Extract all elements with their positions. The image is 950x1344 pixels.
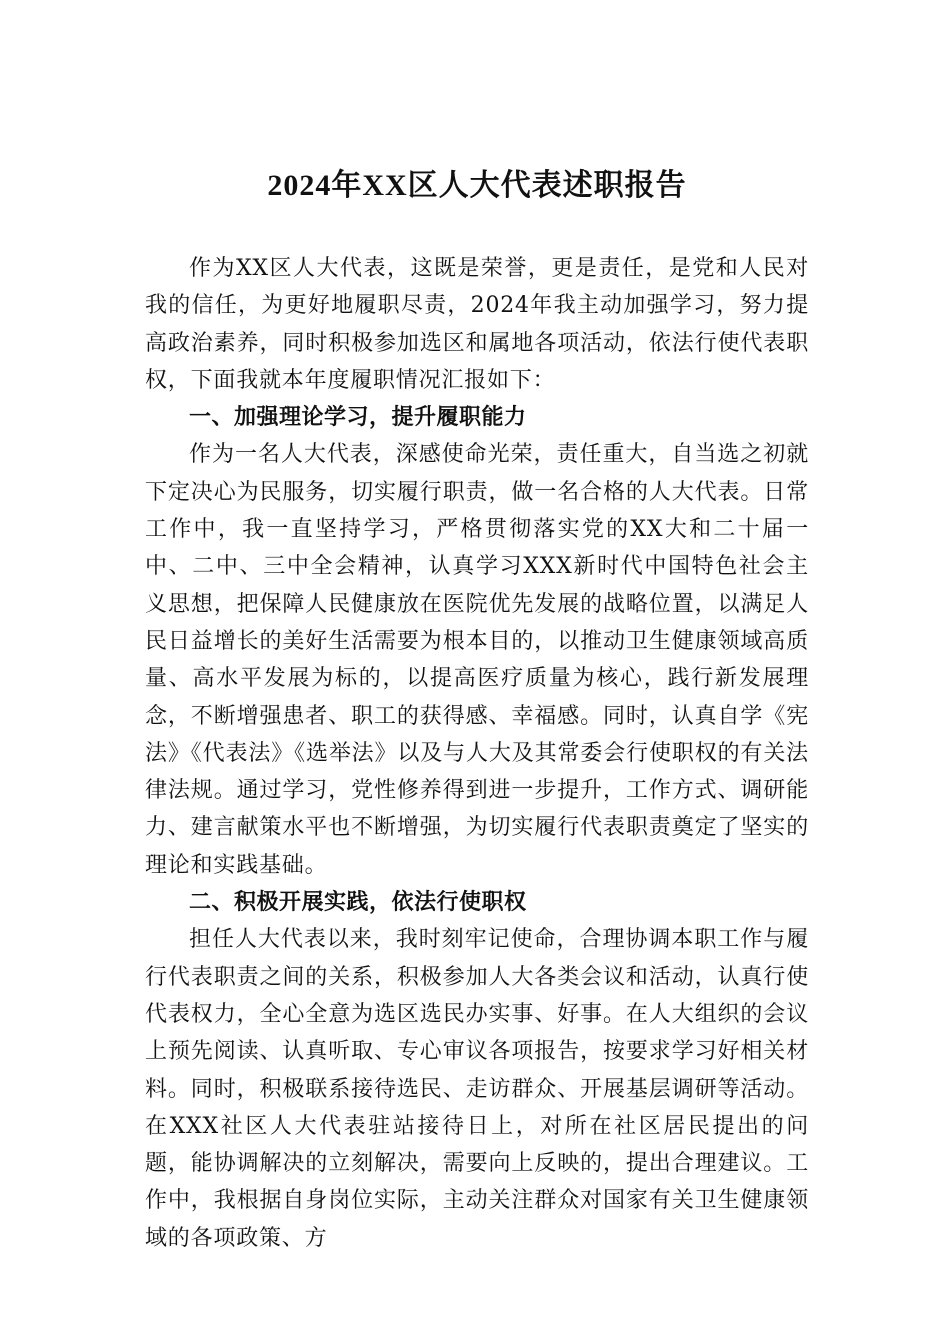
document-page [145, 150, 809, 1257]
intro-paragraph: 作为XX区人大代表，这既是荣誉，更是责任，是党和人民对我的信任，为更好地履职尽责，2024年我主动加强学习，努力提高政治素养，同时积极参加选区和属地各项活动，依法行使代表职权，下面我就本年度履职情况汇报如下： [145, 256, 809, 393]
document-title: 2024年XX区人大代表述职报告 [267, 169, 687, 202]
section-heading-1: 一、加强理论学习，提升履职能力 [189, 405, 527, 431]
section-heading-2: 二、积极开展实践，依法行使职权 [189, 890, 527, 916]
section-body-1: 作为一名人大代表，深感使命光荣，责任重大，自当选之初就下定决心为民服务，切实履行职责，做一名合格的人大代表。日常工作中，我一直坚持学习，严格贯彻落实党的XX大和二十届一中、二中、三中全会精神，认真学习XXX新时代中国特色社会主义思想，把保障人民健康放在医院优先发展的战略位置，以满足人民日益增长的美好生活需要为根本目的，以推动卫生健康领域高质量、高水平发展为标的，以提高医疗质量为核心，践行新发展理念，不断增强患者、职工的获得感、幸福感。同时，认真自学《宪法》《代表法》《选举法》以及与人大及其常委会行使职权的有关法律法规。通过学习，党性修养得到进一步提升，工作方式、调研能力、建言献策水平也不断增强，为切实履行代表职责奠定了坚实的理论和实践基础。 [145, 442, 809, 878]
section-body-2: 担任人大代表以来，我时刻牢记使命，合理协调本职工作与履行代表职责之间的关系，积极参加人大各类会议和活动，认真行使代表权力，全心全意为选区选民办实事、好事。在人大组织的会议上预先阅读、认真听取、专心审议各项报告，按要求学习好相关材料。同时，积极联系接待选民、走访群众、开展基层调研等活动。在XXX社区人大代表驻站接待日上，对所在社区居民提出的问题，能协调解决的立刻解决，需要向上反映的，提出合理建议。工作中，我根据自身岗位实际，主动关注群众对国家有关卫生健康领域的各项政策、方 [145, 927, 809, 1251]
